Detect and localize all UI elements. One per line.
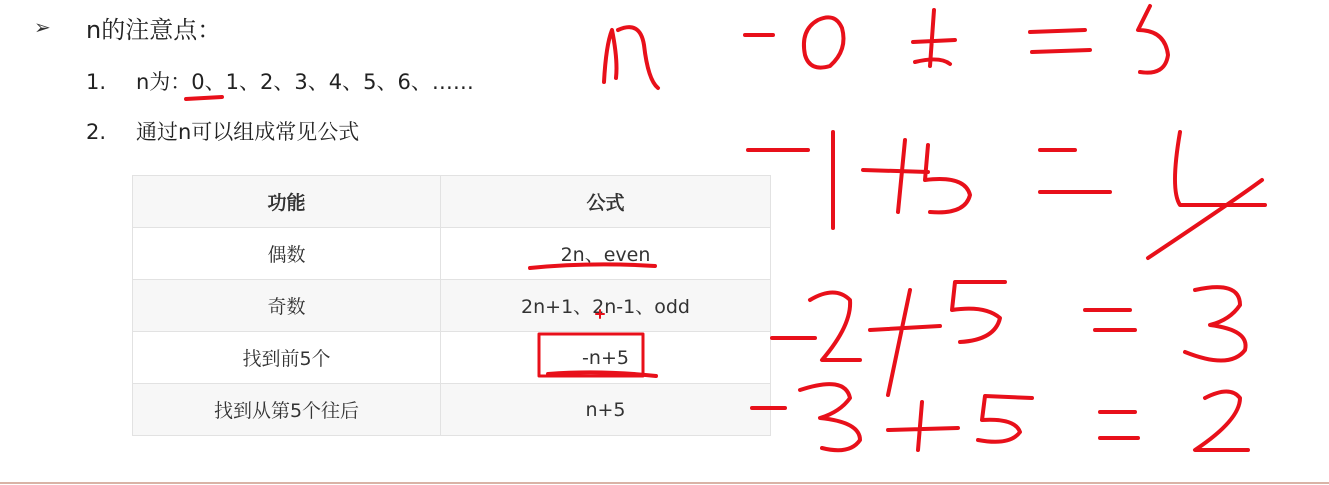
table-cell-function: 找到前5个 (133, 332, 441, 384)
table-cell-formula: -n+5 (441, 332, 771, 384)
list-number: 1. (86, 70, 107, 94)
list-text: 通过n可以组成常见公式 (136, 120, 360, 144)
handwritten-two (810, 293, 860, 361)
table-cell-formula: n+5 (441, 384, 771, 436)
pen-strokes (186, 6, 1265, 450)
table-header-function: 功能 (133, 176, 441, 228)
handwritten-three-2 (800, 384, 860, 450)
handwritten-five-5 (978, 396, 1032, 442)
list-text: n为：0、1、2、3、4、5、6、…… (136, 70, 474, 94)
list-number: 2. (86, 120, 107, 144)
table-cell-formula: 2n+1、2n-1、odd (441, 280, 771, 332)
handwritten-equals-1 (1030, 30, 1090, 52)
handwritten-plus-2 (863, 140, 928, 212)
plus-mark-stroke (596, 310, 604, 318)
handwritten-five-1 (915, 59, 950, 64)
handwritten-five-4 (952, 282, 1005, 342)
underline-zero-stroke (186, 97, 222, 99)
handwritten-equals-2 (1040, 150, 1110, 192)
handwritten-plus-3 (870, 290, 940, 395)
table-cell-function: 找到从第5个往后 (133, 384, 441, 436)
underline-even-stroke (530, 264, 655, 268)
table-cell-formula: 2n、even (441, 228, 771, 280)
table-cell-function: 奇数 (133, 280, 441, 332)
arrow-bullet-icon: ➢ (34, 15, 51, 39)
table-cell-function: 偶数 (133, 228, 441, 280)
highlight-box-stroke (539, 334, 643, 376)
handwritten-three (1185, 287, 1246, 360)
handwritten-equals-3 (1085, 310, 1135, 330)
table-header-formula: 公式 (441, 176, 771, 228)
handwritten-n (604, 27, 658, 88)
handwritten-zero (804, 17, 844, 67)
handwritten-five-2 (1138, 6, 1168, 73)
handwritten-plus-4 (888, 402, 958, 450)
handwritten-equals-4 (1100, 412, 1138, 438)
handwritten-five-3 (925, 145, 970, 212)
handwritten-two-2 (1195, 392, 1248, 451)
handwritten-four (1148, 132, 1265, 258)
section-heading: n的注意点： (86, 16, 222, 44)
